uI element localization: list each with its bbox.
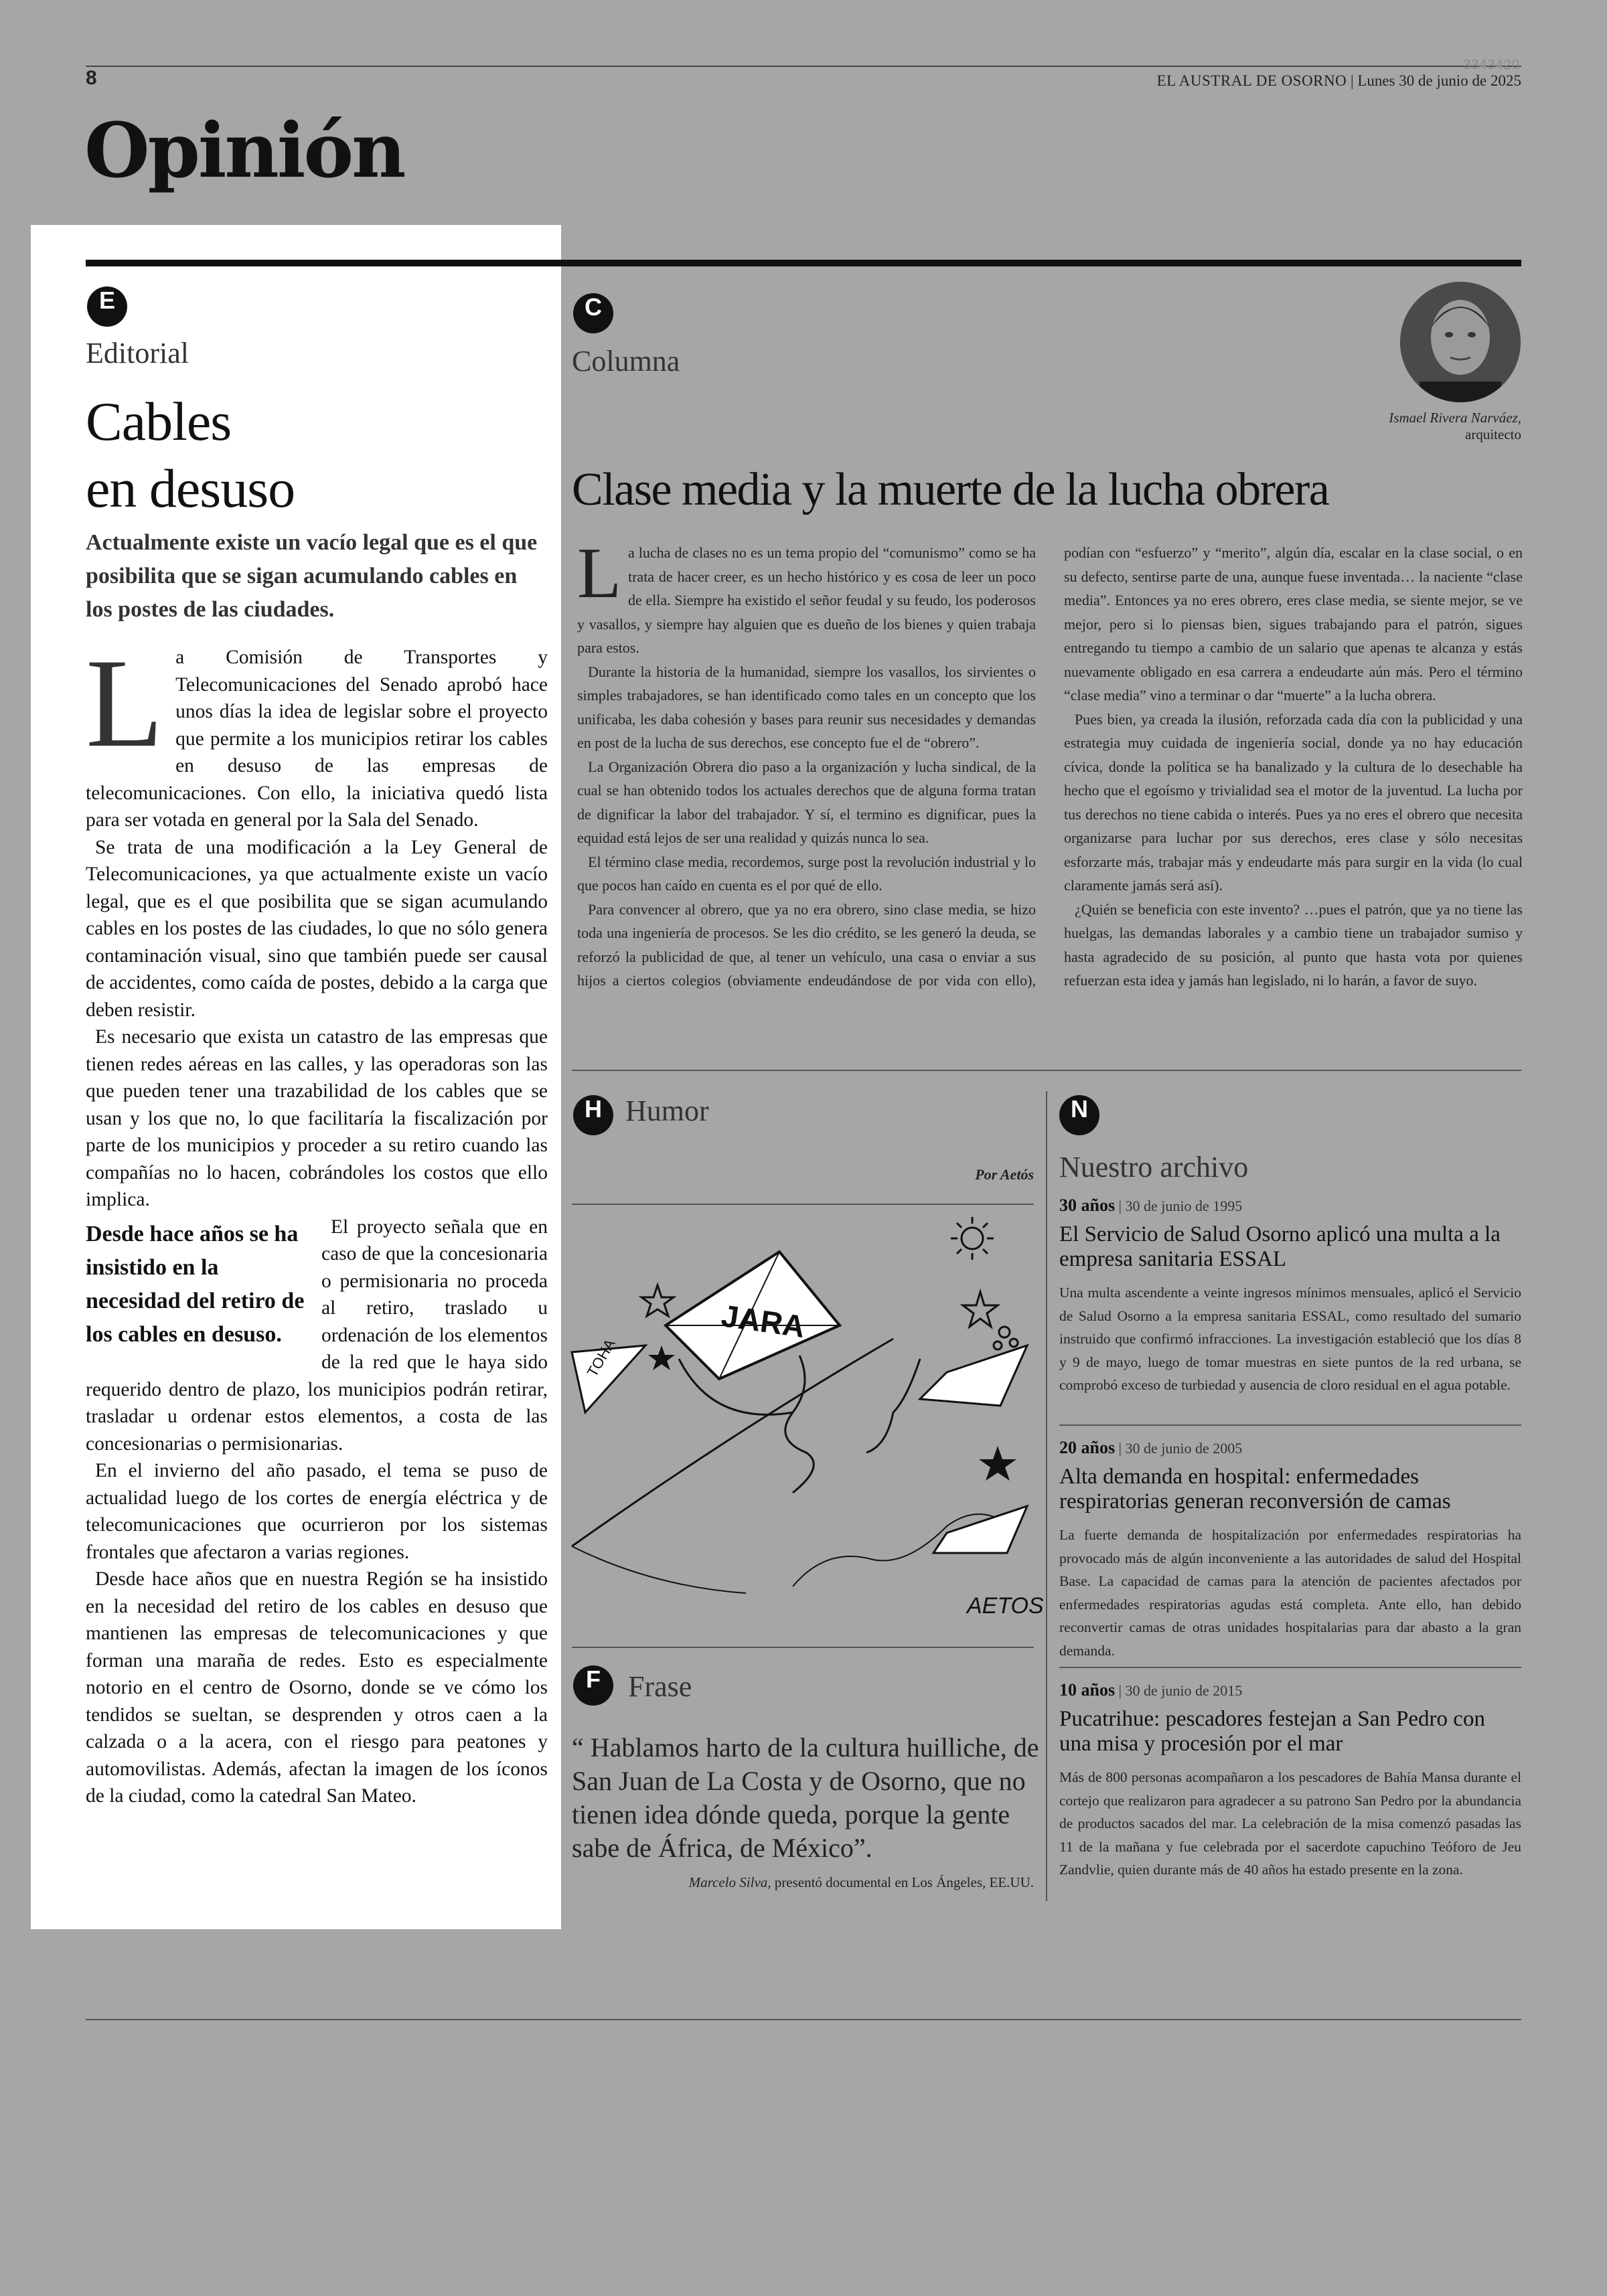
frase-quote: “ Hablamos harto de la cultura huilliche, de San Juan de La Costa y de Osorno, que no tienen idea dónde queda, porque la gente sabe de África, de México”. xyxy=(572,1732,1039,1863)
archive-item-dateline xyxy=(1059,1680,1521,1700)
kite-small-label: TOHA xyxy=(583,1336,619,1380)
humor-top-rule xyxy=(572,1204,1034,1205)
column-author-name: Ismael Rivera Narváez, xyxy=(1389,410,1521,426)
editorial-panel xyxy=(31,225,561,1929)
archive-headline: El Servicio de Salud Osorno aplicó una multa a la empresa sanitaria ESSAL xyxy=(1059,1222,1501,1271)
editorial-paragraph: Se trata de una modificación a la Ley General de Telecomunicaciones, ya que actualmente existe un vacío legal, que es el que posibilita que se sigan acumulando cables en los postes de las ciudades, lo que no sólo genera contaminación visual, sino que también puede ser causal de accidentes, como caída de postes, debido a la carga que deben resistir. xyxy=(86,836,548,1021)
editorial-headline-line2: en desuso xyxy=(86,458,295,519)
page-number: 8 xyxy=(86,67,97,89)
column-paragraph: Para convencer al obrero, que ya no era obrero, sino clase media, se hizo toda una ingeniería de procesos. Se les dio crédito, se les generó la deuda, se reforzó la publicidad de que, al tener un vehículo, una casa o enviar a sus hijos a ciertos colegios (obviamente endeudándose de por vida con ello), podían con “esfuerzo” y “merito”, algún día, escalar en la clase social, o en su defecto, sentirse parte de una, aunque fuese inventada… la naciente “clase media”. Entonces ya no eres obrero, eres clase media, se siente mejor, se ve mejor, pero si lo piensas bien, sigues trabajando para el patrón, sigues entregando tu tiempo a cambio de un salario que apenas te alcanza y estás nuevamente obligado en esa carrera a endeudarte aún más. Pero el término “clase media” vino a terminar o dar “muerte” a la lucha obrera. xyxy=(577,544,1523,989)
column-badge: C xyxy=(573,293,613,333)
archive-item-dateline xyxy=(1059,1196,1521,1216)
frase-attribution xyxy=(572,1874,1034,1891)
column-paragraph: Durante la historia de la humanidad, siempre los vasallos, los sirvientes o simples trabajadores, se han identificado como tales en un concepto que los unificaba, les daba cohesión y bases para reunir sus necesidades y demandas en post de la lucha de sus derechos, ese concepto fue el de “obrero”. xyxy=(577,663,1036,751)
archive-rule xyxy=(1059,1424,1521,1426)
archive-headline: Alta demanda en hospital: enfermedades respiratorias generan reconversión de camas xyxy=(1059,1465,1451,1513)
editorial-headline xyxy=(86,388,514,522)
archive-body: Una multa ascendente a veinte ingresos mínimos mensuales, aplicó el Servicio de Salud Osorno a la empresa sanitaria ESSAL, como resultado del sumario instruido que confirmó infracciones. La investigación estableció que los días 8 y 9 de mayo, luego de tomar muestras en siete puntos de la red urbana, se comprobó exceso de turbiedad y ausencia de cloro residual en el agua potable. xyxy=(1059,1285,1521,1393)
humor-badge: H xyxy=(573,1095,613,1135)
cartoon-signature: AETOS xyxy=(967,1593,1044,1619)
archive-badge: N xyxy=(1059,1095,1099,1135)
archive-date-sep: | xyxy=(1115,1682,1126,1699)
header-top-rule xyxy=(86,66,1521,67)
column-author-block xyxy=(1389,410,1521,443)
editorial-top-rule xyxy=(86,260,561,266)
column-paragraph: El término clase media, recordemos, surge post la revolución industrial y lo que pocos han caído en cuenta es el por qué de ello. xyxy=(577,853,1036,894)
newspaper-name: EL AUSTRAL DE OSORNO xyxy=(1156,72,1347,89)
frase-badge: F xyxy=(573,1665,613,1706)
column-paragraph: a lucha de clases no es un tema propio del “comunismo” como se ha trata de hacer creer, es un hecho histórico y es cosa de leer un poco de ella. Siempre ha existido el señor feudal y su feudo, los poderosos y vasallos, y siempre hay alguien que es dueño de los bienes y quien trabaja para estos. xyxy=(577,544,1036,656)
archive-years: 30 años xyxy=(1059,1196,1116,1215)
frase-author: Marcelo Silva, xyxy=(688,1874,771,1890)
editorial-paragraph: a Comisión de Transportes y Telecomunicaciones del Senado aprobó hace unos días la idea de legislar sobre el proyecto que permite a los municipios retirar los cables en desuso de las empresas de telecomunicaciones. Con ello, la iniciativa quedó lista para ser votada en general por la Sala del Senado. xyxy=(86,647,548,831)
archive-date-sep: | xyxy=(1115,1198,1126,1214)
editorial-body xyxy=(86,633,548,1922)
editorial-paragraph: El proyecto señala que en caso de que la concesionaria o permisionaria no proceda al retiro, traslado u ordenación de los elementos de la red que le haya sido requerido dentro de plazo, los municipios podrán retirar, trasladar u ordenar estos elementos, a costa de las concesionarias o permisionarias. xyxy=(86,1216,548,1455)
frase-author-note: presentó documental en Los Ángeles, EE.UU. xyxy=(771,1874,1034,1890)
vertical-separator xyxy=(1046,1091,1047,1901)
archive-item-dateline xyxy=(1059,1438,1521,1458)
archive-rule xyxy=(1059,1667,1521,1668)
column-paragraph: La Organización Obrera dio paso a la organización y lucha sindical, de la cual se han obtenido todos los actuales derechos que de alguna forma tratan de dignificar la labor del trabajador. Y sí, el termino es dignificar, pues la equidad está lejos de ser una realidad y quizás nunca lo sea. xyxy=(577,758,1036,846)
archive-item xyxy=(1059,1196,1521,1397)
issue-date: Lunes 30 de junio de 2025 xyxy=(1357,72,1521,89)
humor-credit: Por Aetós xyxy=(975,1166,1034,1183)
archive-item xyxy=(1059,1438,1521,1662)
column-author-role: arquitecto xyxy=(1465,426,1521,442)
archive-date: 30 de junio de 2005 xyxy=(1125,1440,1243,1457)
archive-date-sep: | xyxy=(1115,1440,1126,1457)
page-bottom-rule xyxy=(86,2019,1521,2020)
editorial-paragraph: En el invierno del año pasado, el tema se puso de actualidad luego de los cortes de energía eléctrica y de telecomunicaciones que ocurrieron por los sistemas frontales que afectaron a varias regiones. xyxy=(86,1460,548,1563)
archive-body: La fuerte demanda de hospitalización por enfermedades respiratorias ha provocado más de algún inconveniente a las autoridades de salud del Hospital Base. La capacidad de camas para la atención de pacientes afectados por enfermedades respiratorias agudas está completa. Ante ello, han debido reconvertir camas de otras unidades hospitalarias para dar abasto a la gran demanda. xyxy=(1059,1527,1521,1659)
document-code: 3343420 xyxy=(1463,58,1520,72)
archive-headline: Pucatrihue: pescadores festejan a San Pedro con una misa y procesión por el mar xyxy=(1059,1707,1485,1756)
editorial-paragraph: Desde hace años que en nuestra Región se ha insistido en la necesidad del retiro de los cables en desuso que mantienen las empresas de telecomunicaciones y que forman una maraña de redes. Esto es especialmente notorio en el centro de Osorno, donde se ve cómo los tendidos se sueltan, se desprenden y otros caen a la calzada o a la acera, con el riesgo para peatones y automovilistas. Además, afectan la imagen de los íconos de la ciudad, como la catedral San Mateo. xyxy=(86,1568,548,1807)
archive-date: 30 de junio de 2015 xyxy=(1125,1682,1243,1699)
archive-years: 10 años xyxy=(1059,1680,1116,1700)
column-bottom-rule xyxy=(572,1070,1521,1071)
archive-item xyxy=(1059,1680,1521,1882)
author-photo xyxy=(1399,281,1521,403)
masthead xyxy=(1157,72,1521,90)
editorial-headline-line1: Cables xyxy=(86,391,232,452)
editorial-kicker: Editorial xyxy=(86,337,189,370)
section-title: Opinión xyxy=(84,107,404,195)
archive-body: Más de 800 personas acompañaron a los pescadores de Bahía Mansa durante el cortejo que realizaron para agradecer a su patrono San Pedro por la abundancia de productos sacados del mar. La celebración de la misa comenzó pasadas las 11 de la mañana y fue celebrada por el sacerdote capuchino Teóforo de Jeu Zandvlie, quien durante más de 40 años ha estado presente en la zona. xyxy=(1059,1769,1521,1878)
editorial-paragraph: Es necesario que exista un catastro de las empresas que tienen redes aéreas en las calles, y las operadoras son las que pueden tener una trazabilidad de los cables que se usan y los que no, lo que facilitaría la fiscalización por parte de los municipios y proceder a su retiro cuando las compañías no lo hacen, cobrándoles los costos que ello implica. xyxy=(86,1026,548,1210)
column-dropcap: L xyxy=(577,534,621,613)
column-paragraph: ¿Quién se beneficia con este invento? …pues el patrón, que ya no tiene las huelgas, las demandas laborales y a cambio tiene un trabajador sumiso y hasta agradecido de su posición, al punto que hasta vota por quienes refuerzan esta idea y jamás han legislado, ni lo harán, a favor de suyo. xyxy=(1064,900,1523,989)
cartoon-kites xyxy=(572,1212,1044,1640)
masthead-separator: | xyxy=(1350,72,1358,89)
editorial-dropcap: L xyxy=(86,633,164,774)
humor-kicker: Humor xyxy=(625,1094,709,1127)
archive-years: 20 años xyxy=(1059,1438,1116,1457)
column-body xyxy=(577,534,1523,1034)
frase-kicker: Frase xyxy=(628,1670,692,1703)
humor-bottom-rule xyxy=(572,1647,1034,1648)
column-paragraph: Pues bien, ya creada la ilusión, reforzada cada día con la publicidad y una estrategia muy cuidada de ingeniería social, donde ya no hay educación cívica, donde la política se ha banalizado y la cultura de lo desechable ha hecho que el egoísmo y trivialidad sea el motor de la juventud. La lucha por tus derechos no tiene cabida o interés. Pues ya no eres el obrero que necesita organizarse para luchar por sus derechos, eres clase y sólo necesitas esforzarte más, trabajar más y endeudarte más para surgir en la vida (lo cual claramente jamás será así). xyxy=(1064,710,1523,894)
editorial-pullquote: Desde hace años se ha insistido en la necesidad del retiro de los cables en desuso. xyxy=(86,1221,305,1347)
archive-kicker: Nuestro archivo xyxy=(1059,1151,1249,1183)
editorial-lead: Actualmente existe un vacío legal que es el que posibilita que se sigan acumulando cables en los postes de las ciudades. xyxy=(86,530,538,622)
kite-label: JARA xyxy=(719,1298,808,1344)
archive-date: 30 de junio de 1995 xyxy=(1125,1198,1243,1214)
column-kicker: Columna xyxy=(572,345,680,378)
column-headline: Clase media y la muerte de la lucha obrera xyxy=(572,464,1329,515)
editorial-badge: E xyxy=(87,286,127,327)
